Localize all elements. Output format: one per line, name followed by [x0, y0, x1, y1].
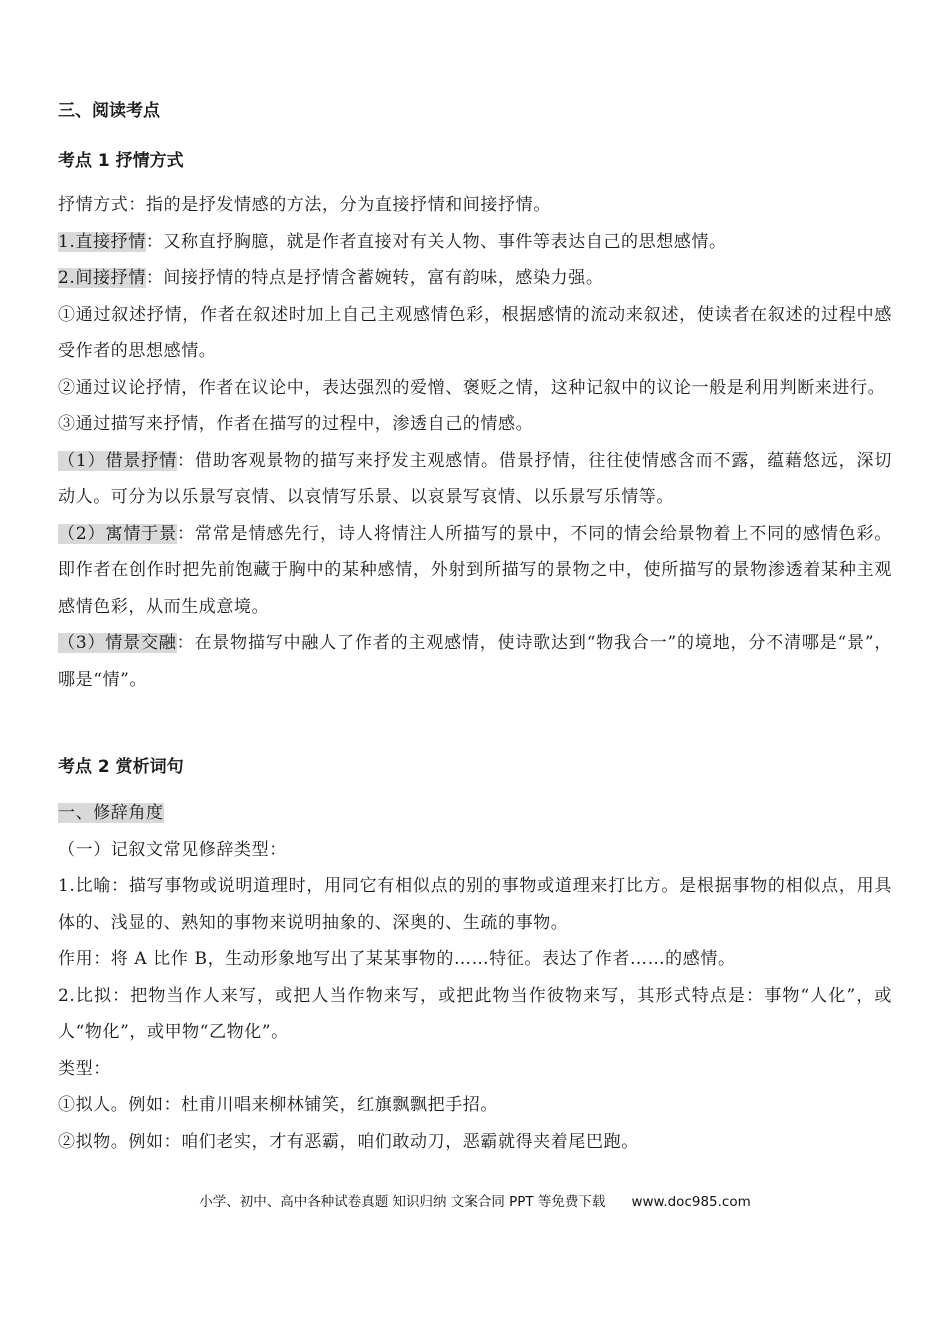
- kp2-p1: ①拟人。例如：杜甫川唱来柳林铺笑，红旗飘飘把手招。: [58, 1095, 498, 1115]
- kp1-intro: 抒情方式：指的是抒发情感的方法，分为直接抒情和间接抒情。: [58, 195, 551, 215]
- angle-label: 一、修辞角度: [58, 803, 164, 823]
- sub1-label: （1）借景抒情: [58, 450, 177, 471]
- kp1-item1: ①通过叙述抒情，作者在叙述时加上自己主观感情色彩，根据感情的流动来叙述，使读者在叙述的过程中感受作者的思想感情。: [58, 304, 892, 361]
- kp2-simile: 1.比喻：描写事物或说明道理时，用同它有相似点的别的事物或道理来打比方。是根据事物的相似点，用具体的、浅显的、熟知的事物来说明抽象的、深奥的、生疏的事物。: [58, 876, 892, 933]
- kp1-title: 考点 1 抒情方式: [58, 151, 184, 171]
- sub2-label: （2）寓情于景: [58, 523, 177, 544]
- sub3-label: （3）情景交融: [58, 633, 177, 653]
- sub1-text: ：借助客观景物的描写来抒发主观感情。借景抒情，往往使情感含而不露，蕴藉悠远，深切动人。可分为以乐景写哀情、以哀情写乐景、以哀景写哀情、以乐景写乐情等。: [58, 450, 893, 507]
- kp1-direct: [58, 224, 892, 261]
- indirect-label: 2.间接抒情: [58, 268, 146, 288]
- sub3-text: ：在景物描写中融人了作者的主观感情，使诗歌达到“物我合一”的境地，分不清哪是“景”，哪是“情”。: [58, 633, 892, 690]
- page-footer: [0, 1190, 950, 1210]
- kp1-item3: ③通过描写来抒情，作者在描写的过程中，渗透自己的情感。: [58, 414, 534, 434]
- footer-text: 小学、初中、高中各种试卷真题 知识归纳 文案合同 PPT 等免费下载: [199, 1194, 606, 1210]
- indirect-text: ：间接抒情的特点是抒情含蓄婉转，富有韵味，感染力强。: [145, 268, 604, 288]
- kp2-body: [58, 795, 892, 1160]
- kp2-types-label: 类型：: [58, 1058, 111, 1079]
- direct-label: 1.直接抒情: [58, 231, 146, 252]
- kp1-sub2: [58, 516, 892, 626]
- kp2-angle: [58, 795, 892, 832]
- kp2-title: 考点 2 赏析词句: [58, 757, 184, 777]
- kp2-p2: ②拟物。例如：咱们老实，才有恶霸，咱们敢动刀，恶霸就得夹着尾巴跑。: [58, 1131, 639, 1152]
- kp1-body: [58, 187, 892, 698]
- kp1-indirect: [58, 260, 892, 297]
- kp2-personify: 2.比拟：把物当作人来写，或把人当作物来写，或把此物当作彼物来写，其形式特点是：事物“人化”，或人“物化”，或甲物“乙物化”。: [58, 985, 892, 1042]
- kp1-item2: ②通过议论抒情，作者在议论中，表达强烈的爱憎、褒贬之情，这种记叙中的议论一般是利用判断来进行。: [58, 377, 886, 398]
- direct-text: ：又称直抒胸臆，就是作者直接对有关人物、事件等表达自己的思想感情。: [145, 231, 727, 252]
- sub2-text: ：常常是情感先行，诗人将情注人所描写的景中，不同的情会给景物着上不同的感情色彩。即作者在创作时把先前饱藏于胸中的某种感情，外射到所描写的景物之中，使所描写的景物渗透着某种主观感情色彩，从而生成意境。: [58, 523, 893, 617]
- kp2-effect: 作用：将 A 比作 B，生动形象地写出了某某事物的……特征。表达了作者……的感情。: [58, 949, 736, 969]
- kp2-types-heading: （一）记叙文常见修辞类型：: [58, 839, 287, 860]
- footer-url[interactable]: www.doc985.com: [631, 1194, 751, 1210]
- kp1-sub1: [58, 443, 892, 516]
- section-title: 三、阅读考点: [58, 101, 160, 121]
- kp1-sub3: [58, 625, 892, 698]
